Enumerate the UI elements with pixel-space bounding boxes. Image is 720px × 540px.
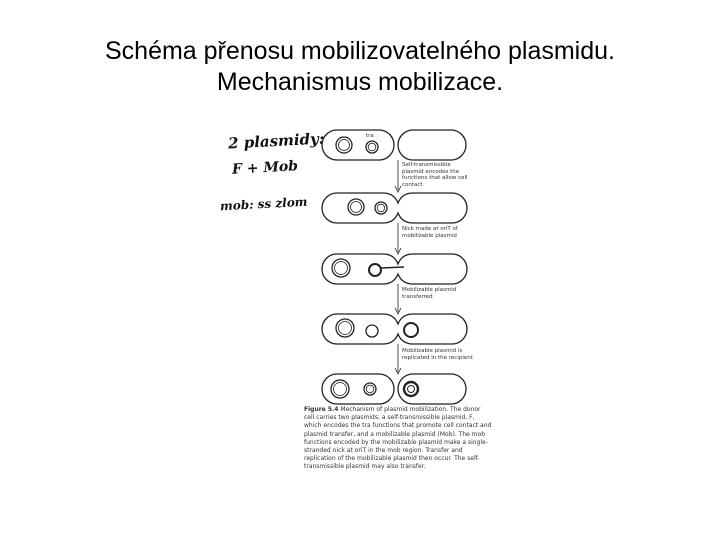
- step-label-1: Self-transmissible plasmid encodes the functions that allow cell contact: [402, 162, 468, 188]
- figure-caption: [304, 406, 492, 472]
- handwritten-note-f-mob: F + Mob: [231, 158, 299, 178]
- donor-cell-1: [322, 130, 394, 160]
- mating-pair-2: [322, 193, 467, 223]
- mob-plasmid-5: [364, 383, 376, 395]
- mob-plasmid-4: [366, 325, 378, 337]
- mob-plasmid-recipient-5: [404, 382, 418, 396]
- step-label-3: Mobilizable plasmid transferred: [402, 287, 457, 300]
- step-1-cells: [322, 130, 466, 160]
- title-line-2: Mechanismus mobilizace.: [216, 68, 504, 96]
- title-line-1: Schéma přenosu mobilizovatelného plasmidu.: [104, 37, 615, 65]
- tra-label: tra: [366, 133, 374, 139]
- step-2-cells: [322, 193, 467, 223]
- step-label-4: Mobilizable plasmid is replicated in the recipient: [402, 348, 473, 361]
- step-5-cells: [322, 374, 466, 404]
- figure-caption-text: Mechanism of plasmid mobilization. The donor cell carries two plasmids, a self-transmissible plasmid, F, which encodes the tra functions that promote cell contact and plasmid transfer, and a mobilizable plasmid (Mob). The mob functions encoded by the mobilizable plasmid make a single-stranded nick at oriT in the mob region. Transfer and replication of the mobilizable plasmid then occur. The self-transmissible plasmid may also transfer.: [304, 406, 492, 471]
- mob-plasmid-3: [369, 264, 381, 276]
- step-3-cells: [322, 254, 467, 284]
- recipient-cell-1: [398, 130, 466, 160]
- transferred-strand: [381, 267, 404, 268]
- step-label-2: Nick made at oriT of mobilizable plasmid: [402, 226, 458, 239]
- step-4-cells: [322, 314, 467, 344]
- mob-plasmid-recipient-4: [404, 323, 418, 337]
- handwritten-note-mob-nick: mob: ss zlom: [219, 194, 308, 214]
- figure-caption-title: Figure 5.4: [304, 406, 339, 413]
- handwritten-note-plasmids: 2 plasmidy:: [227, 129, 325, 153]
